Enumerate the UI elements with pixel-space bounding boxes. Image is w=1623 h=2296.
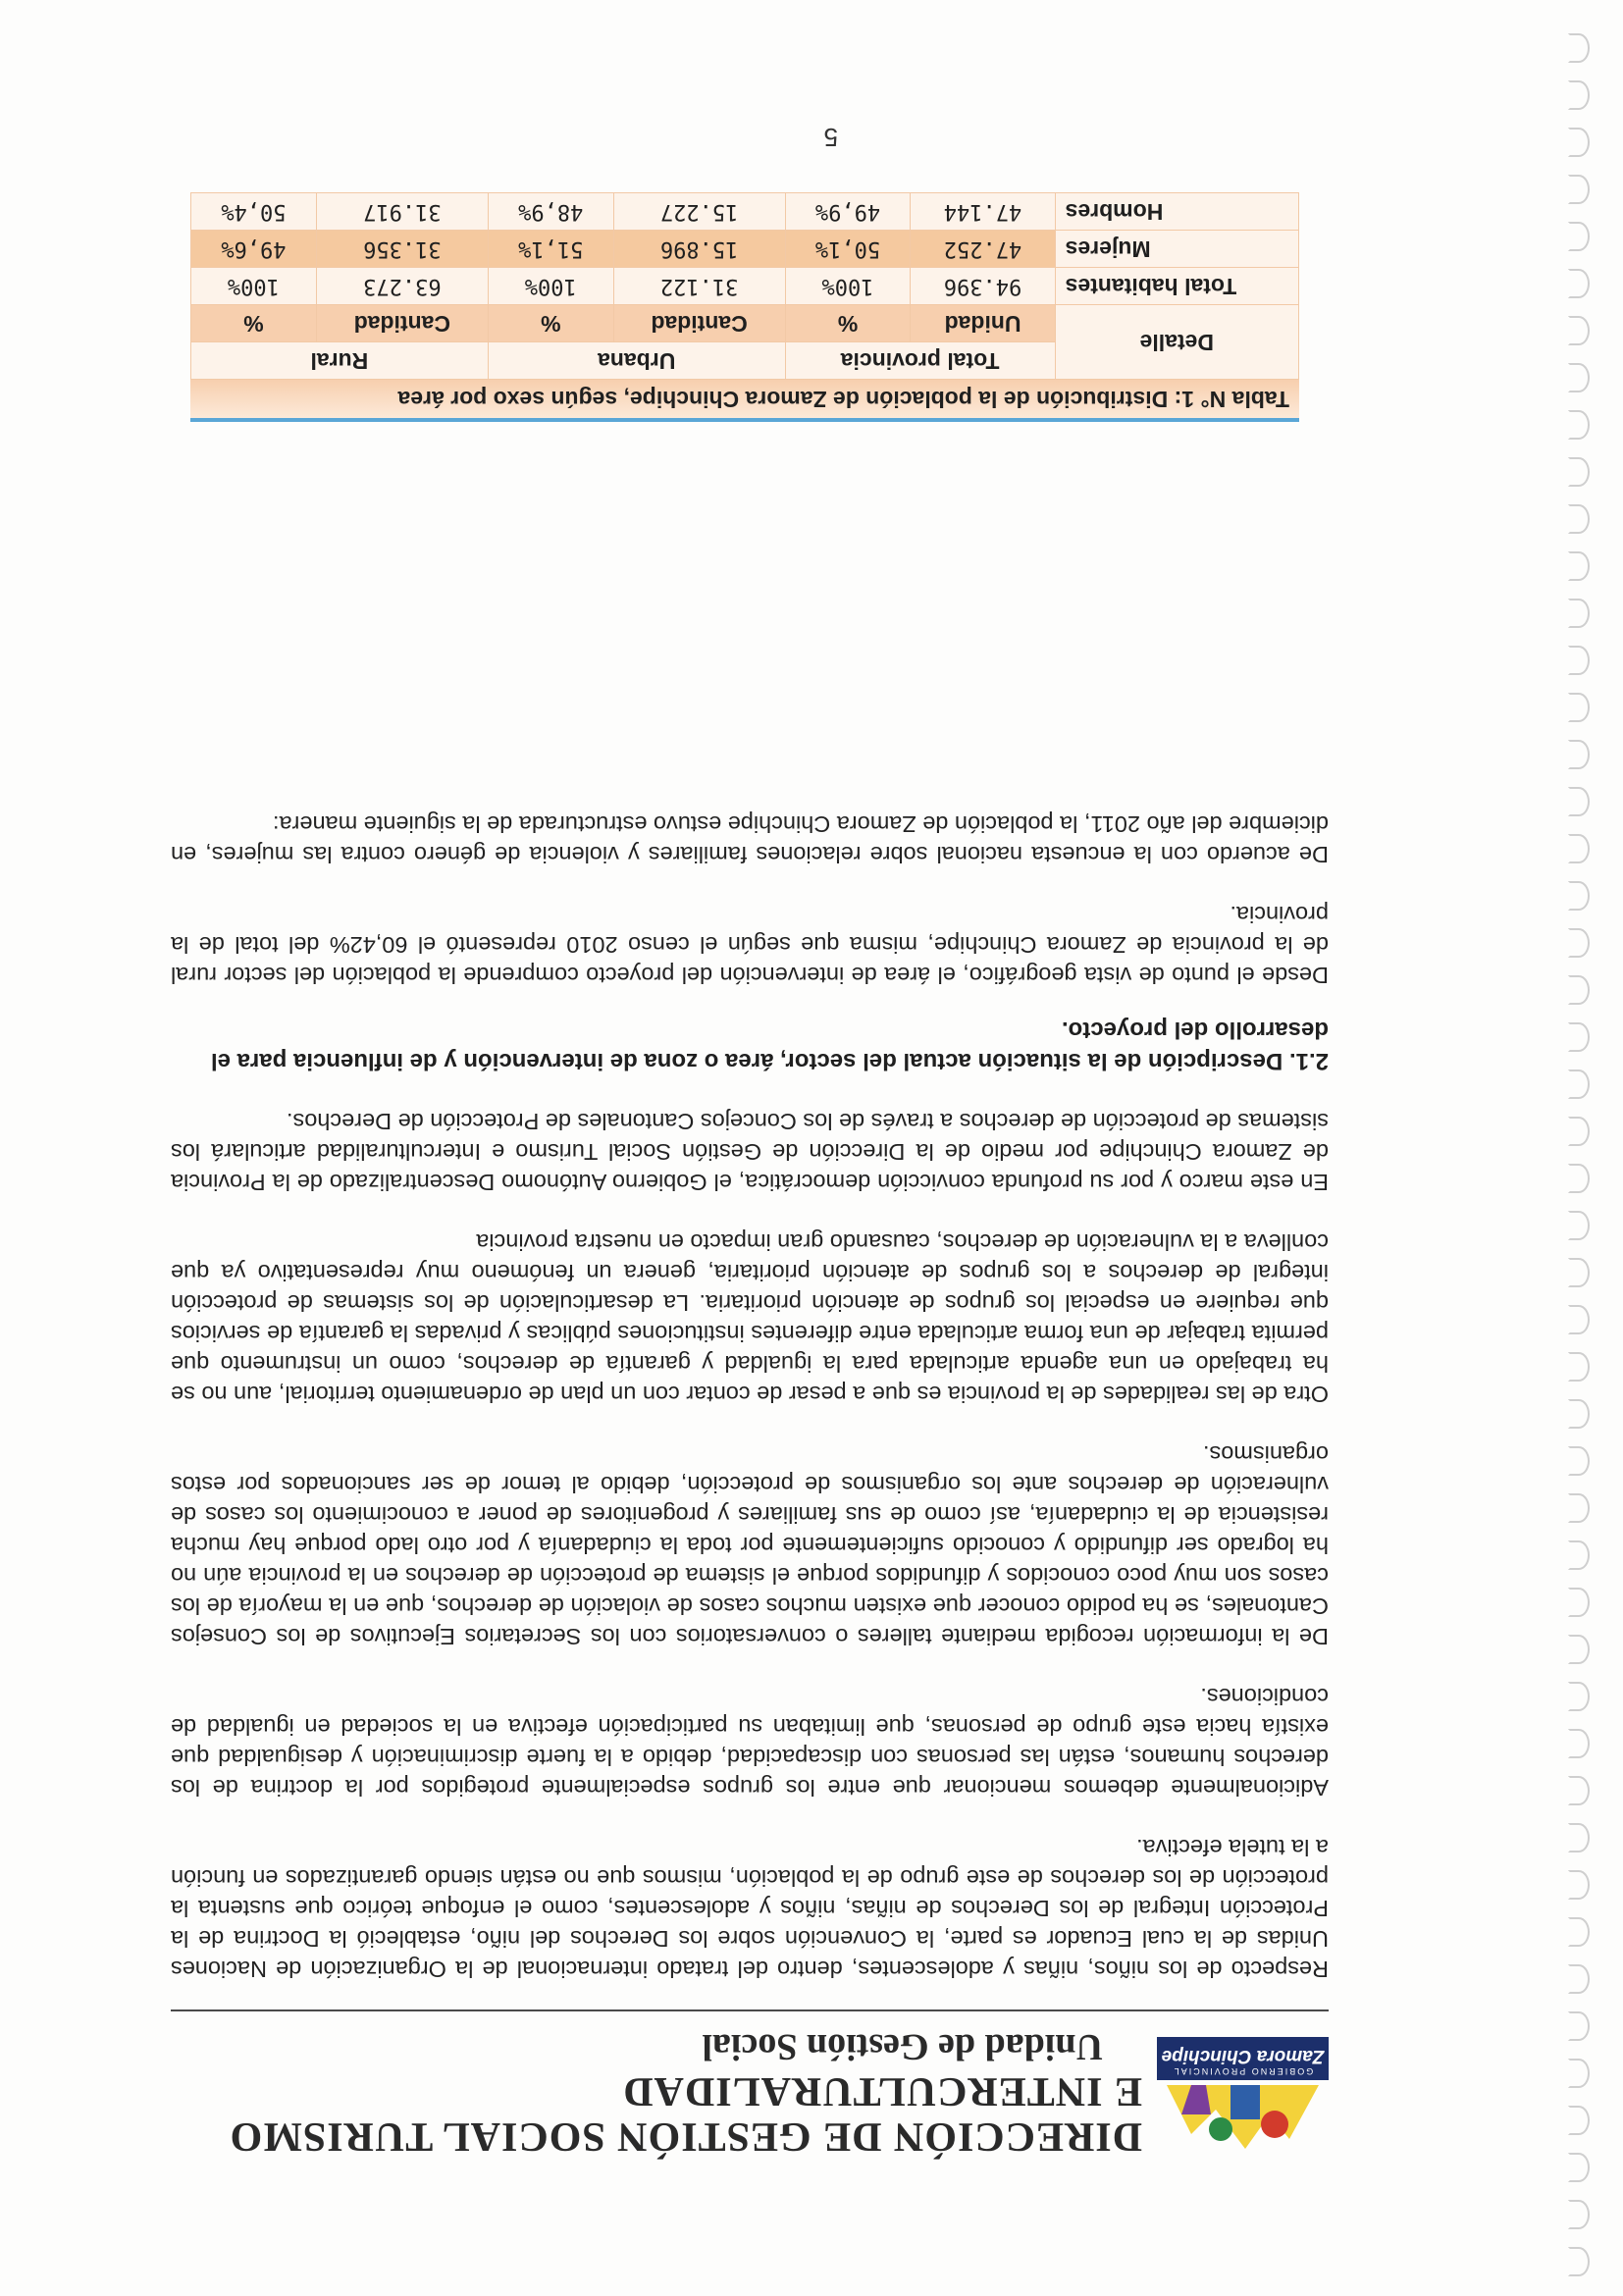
page-header	[171, 2011, 1329, 2159]
table-row	[191, 231, 1299, 268]
table-header-cell: Total provincia	[785, 342, 1055, 380]
paragraph: Otra de las realidades de la provincia es que a pesar de contar con un plan de ordenamiento territorial, aun no se ha trabajado en una agenda articulada para la igualdad y garantía de derechos, como un instrumento que permita trabajar de una forma articulada entre diferentes instituciones públicas y privadas la garantía de servicios que requiere en especial los grupos de atención prioritaria. La desarticulación de los sistemas de protección integral de derechos a los grupos de atención prioritaria, genera un fenómeno muy representativo ya que conlleva a la vulneración de derechos, causando gran impacto en nuestra provincia	[171, 1229, 1329, 1407]
table-cell: 51,1%	[488, 231, 613, 268]
row-label: Total habitantes	[1055, 268, 1298, 305]
title-line-1: DIRECCIÓN DE GESTIÓN SOCIAL TURISMO	[229, 2113, 1142, 2159]
page-title	[171, 2025, 1142, 2159]
section-heading: 2.1. Descripción de la situación actual del sector, área o zona de intervención y de influencia para el desarrollo del proyecto.	[210, 1017, 1329, 1074]
table-cell: 63.273	[316, 268, 488, 305]
paragraph: De acuerdo con la encuesta nacional sobre relaciones familiares y violencia de género contra las mujeres, en diciembre del año 2011, la población de Zamora Chinchipe estuvo estructurada de la siguiente manera:	[171, 811, 1329, 867]
table-cell: 100%	[488, 268, 613, 305]
table-subheader-cell: %	[785, 305, 911, 342]
provincial-government-logo	[1157, 2031, 1329, 2159]
table-cell: 31.917	[316, 193, 488, 231]
table-row	[191, 268, 1299, 305]
table-header-row	[191, 342, 1299, 380]
paragraph: De la información recogida mediante talleres o conversatorios con los Secretarios Ejecutivos de los Consejos Cantonales, se ha podido conocer que existen muchos casos de violación de derechos, que en la mayoría de los casos son muy poco conocidos y difundidos porque el sistema de protección de derechos en la provincia aún no ha logrado ser difundido y conocido suficientemente por toda la ciudadanía y por otro lado porque hay mucha resistencia de la ciudadanía, así como de sus familiares y progenitores de poner a conocimiento los casos de vulneración de derechos ante los organismos de protección, debido al temor de ser sancionados por estos organismos.	[171, 1441, 1329, 1649]
table-subheader-cell: Cantidad	[316, 305, 488, 342]
table-subheader-cell: %	[488, 305, 613, 342]
paragraph: Adicionalmente debemos mencionar que entre los grupos especialmente protegidos por la doctrina de los derechos humanos, están las personas con discapacidad, debido a la fuerte discriminación y desigualdad que existía hacia este grupo de personas, que limitaban su participación efectiva en la sociedad en igualdad de condiciones.	[171, 1684, 1329, 1800]
population-table	[190, 192, 1299, 422]
table-subheader-cell: Cantidad	[613, 305, 785, 342]
table-cell: 100%	[785, 268, 911, 305]
table-subheader-cell: %	[191, 305, 317, 342]
table-cell: 15.896	[613, 231, 785, 268]
paragraph: En este marco y por su profunda convicción democrática, el Gobierno Autónomo Descentralizado de la Provincia de Zamora Chinchipe por medio de la Dirección de Gestión Social Turismo e Interculturalidad articulará los sistemas de protección de derechos a través de los Concejos Cantonales de Protección de Derechos.	[171, 1109, 1329, 1195]
table-caption: Tabla N° 1: Distribución de la población de Zamora Chinchipe, según sexo por área	[190, 380, 1299, 418]
table-cell: 47.144	[911, 193, 1055, 231]
row-label: Mujeres	[1055, 231, 1298, 268]
table-cell: 50,1%	[785, 231, 911, 268]
table-cell: 94.396	[911, 268, 1055, 305]
header-divider	[171, 2009, 1329, 2011]
table-cell: 49,9%	[785, 193, 911, 231]
row-label: Hombres	[1055, 193, 1298, 231]
table-cell: 100%	[191, 268, 317, 305]
table-cell: 47.252	[911, 231, 1055, 268]
table-header-cell: Urbana	[488, 342, 785, 380]
page-number: 5	[823, 123, 838, 152]
document-body	[171, 779, 1329, 1984]
table-header-cell: Rural	[191, 342, 489, 380]
table-cell: 49,6%	[191, 231, 317, 268]
table-header-cell: Detalle	[1055, 305, 1298, 380]
table-subheader-cell: Unidad	[911, 305, 1055, 342]
logo-subtitle: GOBIERNO PROVINCIAL	[1172, 2066, 1314, 2076]
table-cell: 15.227	[613, 193, 785, 231]
table-cell: 48,9%	[488, 193, 613, 231]
table-cell: 50,4%	[191, 193, 317, 231]
table-cell: 31.356	[316, 231, 488, 268]
title-line-3: Unidad de Gestión Social	[702, 2026, 1103, 2067]
logo-illustration-icon	[1157, 2080, 1329, 2159]
paragraph: Desde el punto de vista geográfico, el área de intervención del proyecto comprende la población del sector rural de la provincia de Zamora Chinchipe, misma que según el censo 2010 representó el 60,42% del total de la provincia.	[171, 902, 1329, 988]
logo-name: Zamora Chinchipe	[1161, 2046, 1325, 2066]
table-cell: 31.122	[613, 268, 785, 305]
table-row	[191, 193, 1299, 231]
title-line-2: E INTERCULTURALIDAD	[622, 2068, 1142, 2113]
binder-holes	[1560, 20, 1590, 2276]
paragraph: Respecto de los niños, niñas y adolescentes, dentro del tratado internacional de la Organización de Naciones Unidas de la cual Ecuador es parte, la Convención sobre los Derechos del niño, estableció la Doctrina de la Protección Integral de los Derechos de niñas, niños y adolescentes, como el enfoque teórico que sustenta la protección de los derechos de este grupo de la población, mismos que no están siendo garantizados en función a la tutela efectiva.	[171, 1835, 1329, 1982]
